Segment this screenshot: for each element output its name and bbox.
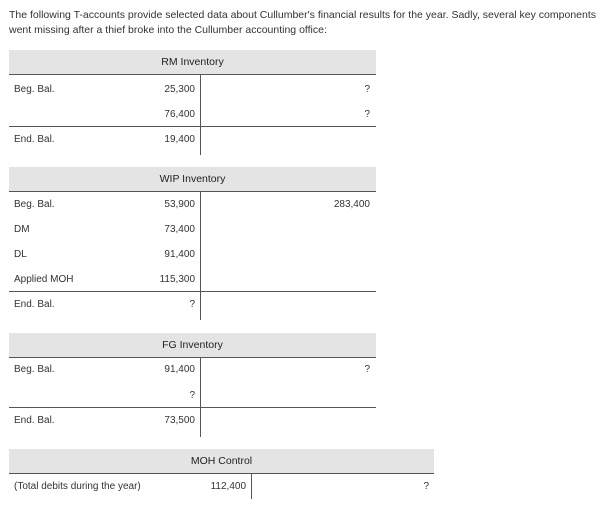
moh-row-credit: ? [423, 481, 429, 492]
t-account-divider [200, 75, 201, 155]
t-account-total-line [9, 291, 376, 292]
fg-row-debit: 91,400 [164, 364, 195, 375]
t-account-divider [200, 358, 201, 437]
fg-inventory-t-account [9, 333, 376, 437]
rm-inventory-title: RM Inventory [9, 50, 376, 75]
wip-row-label: DM [14, 224, 30, 235]
wip-row-credit: 283,400 [333, 199, 370, 210]
intro-text: The following T-accounts provide selected data about Cullumber's financial results for the year. Sadly, several key components went missing after a thief broke into the Cullumber accounting office: [9, 9, 597, 36]
fg-inventory-title: FG Inventory [9, 333, 376, 358]
wip-inventory-t-account [9, 167, 376, 320]
fg-row-debit: 73,500 [164, 415, 195, 426]
t-account-total-line [9, 126, 376, 127]
rm-row-debit: 25,300 [164, 84, 195, 95]
rm-row-debit: 76,400 [164, 109, 195, 120]
wip-row-label: Beg. Bal. [14, 199, 55, 210]
wip-row-debit: 53,900 [164, 199, 195, 210]
wip-row-debit: 73,400 [164, 224, 195, 235]
t-account-total-line [9, 407, 376, 408]
moh-control-t-account [9, 449, 434, 505]
moh-row-debit: 112,400 [210, 481, 246, 492]
fg-row-debit: ? [189, 390, 195, 401]
wip-row-label: End. Bal. [14, 299, 55, 310]
moh-control-title: MOH Control [9, 449, 434, 474]
rm-row-debit: 19,400 [164, 134, 195, 145]
t-account-divider [251, 474, 252, 499]
rm-row-credit: ? [364, 84, 370, 95]
wip-row-label: DL [14, 249, 27, 260]
rm-inventory-t-account [9, 50, 376, 155]
fg-row-label: End. Bal. [14, 415, 55, 426]
rm-row-label: End. Bal. [14, 134, 55, 145]
wip-row-debit: ? [189, 299, 195, 310]
wip-row-debit: 115,300 [159, 274, 195, 285]
wip-row-debit: 91,400 [164, 249, 195, 260]
wip-row-label: Applied MOH [14, 274, 74, 285]
rm-row-credit: ? [364, 109, 370, 120]
fg-row-credit: ? [364, 364, 370, 375]
fg-row-label: Beg. Bal. [14, 364, 55, 375]
rm-row-label: Beg. Bal. [14, 84, 55, 95]
moh-row-label: (Total debits during the year) [14, 481, 141, 492]
t-account-divider [200, 192, 201, 320]
wip-inventory-title: WIP Inventory [9, 167, 376, 192]
